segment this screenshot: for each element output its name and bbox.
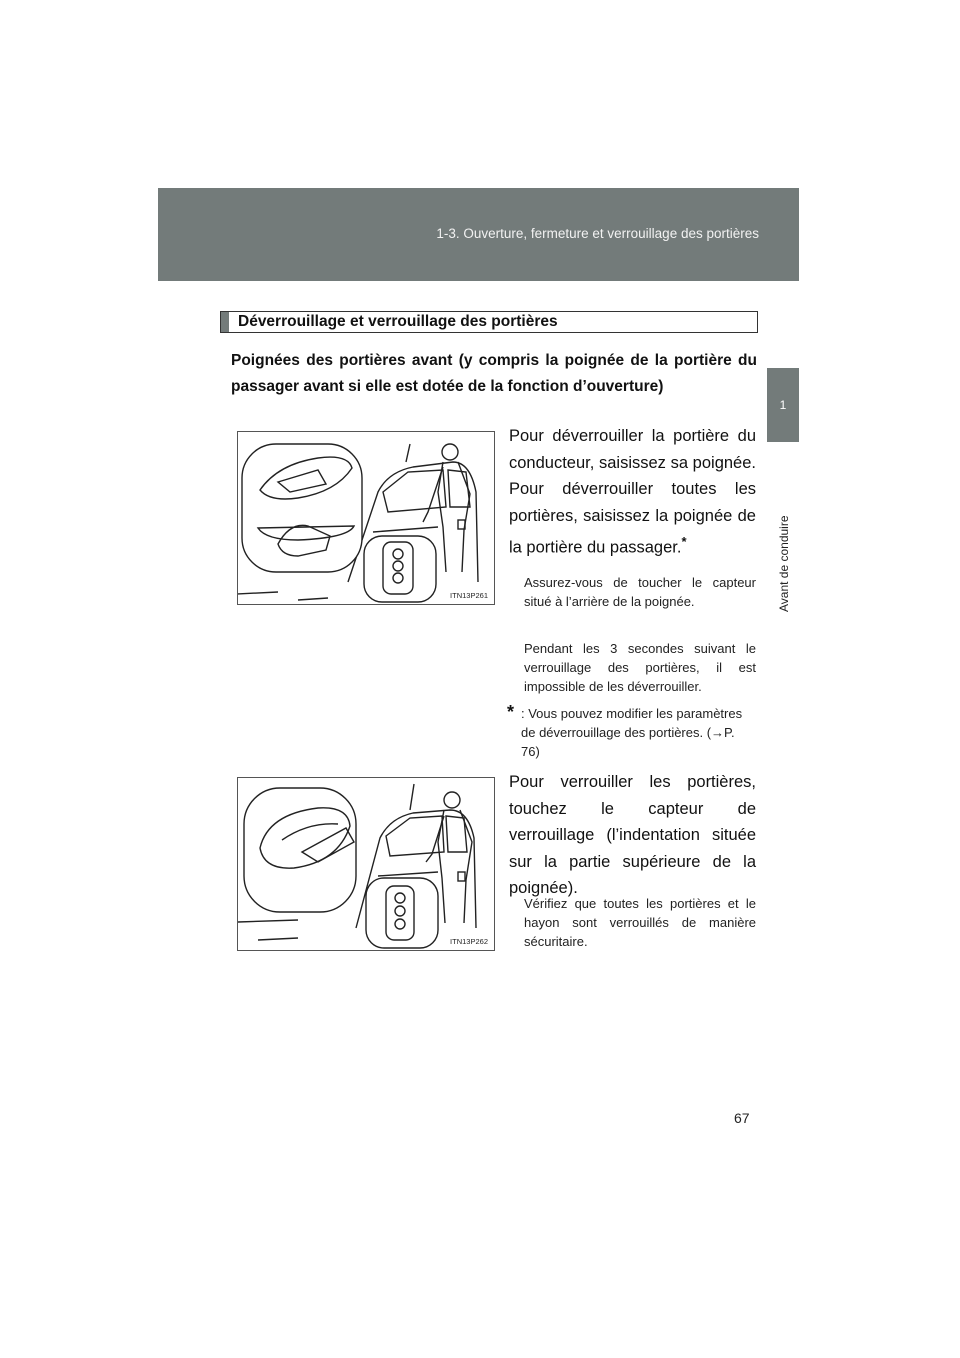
chapter-number-tab: [767, 368, 799, 442]
note-verify-lock: Vérifiez que toutes les portières et le hayon sont verrouillés de manière sécuritaire.: [524, 896, 756, 949]
illustration-lock: [237, 777, 495, 951]
chapter-header-band: [158, 188, 799, 281]
unlock-illustration-drawing: [238, 432, 494, 604]
heading-accent-bar: [221, 312, 229, 332]
section-heading-box: [220, 311, 758, 333]
figure-code: ITN13P261: [450, 591, 488, 600]
page-number: 67: [734, 1110, 750, 1126]
lock-illustration-drawing: [238, 778, 494, 950]
chapter-number: 1: [779, 398, 787, 412]
footnote-marker: *: [507, 702, 515, 722]
unlock-instruction-text: Pour déverrouiller la portière du conducteur, saisissez sa poignée. Pour déverrouiller toutes les portières, saisissez la poignée de la portière du passager.: [509, 427, 756, 557]
subheading: Poignées des portières avant (y compris la poignée de la portière du passager avant si elle est dotée de la fonction d’ouverture): [231, 352, 757, 395]
footnote-text: : Vous pouvez modifier les paramètres de déverrouillage des portières. (→P. 76): [521, 706, 743, 759]
unlock-instruction: [509, 423, 756, 561]
illustration-unlock: [237, 431, 495, 605]
note-lock-delay: Pendant les 3 secondes suivant le verrouillage des portières, il est impossible de les déverrouiller.: [524, 641, 756, 694]
chapter-section-title: 1-3. Ouverture, fermeture et verrouillage des portières: [436, 226, 759, 241]
figure-code: ITN13P262: [450, 937, 488, 946]
footnote-asterisk: *: [681, 534, 687, 549]
note-sensor: Assurez-vous de toucher le capteur situé à l’arrière de la poignée.: [524, 575, 756, 609]
lock-instruction: Pour verrouiller les portières, touchez le capteur de verrouillage (l’indentation située sur la partie supérieure de la poignée).: [509, 773, 756, 897]
chapter-name: Avant de conduire: [777, 515, 791, 612]
chapter-side-label: [767, 452, 799, 612]
section-heading: Déverrouillage et verrouillage des portières: [238, 313, 558, 330]
